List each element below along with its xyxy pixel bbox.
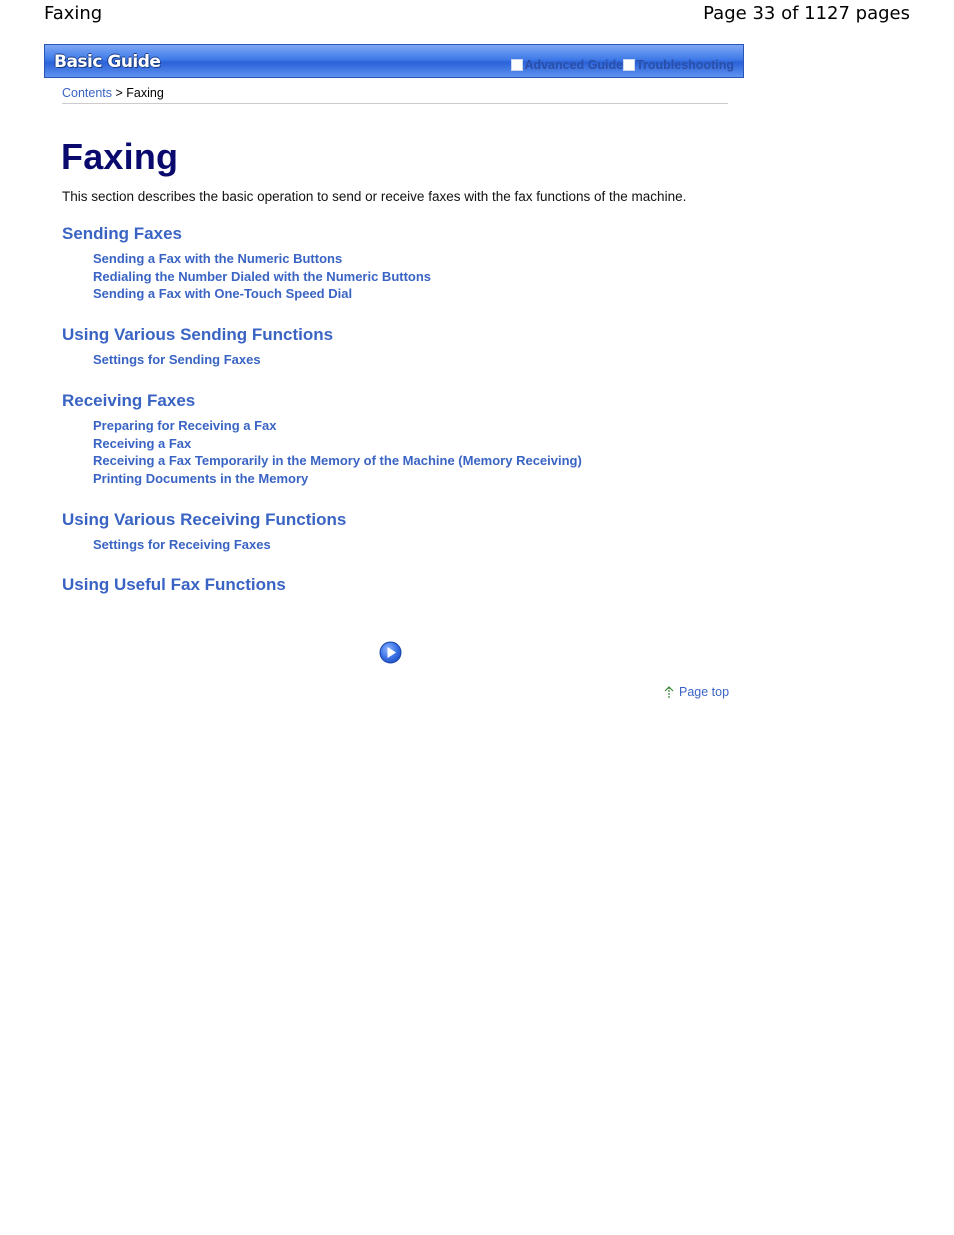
troubleshooting-icon xyxy=(623,59,635,71)
section-heading[interactable]: Receiving Faxes xyxy=(62,390,196,410)
section-heading[interactable]: Sending Faxes xyxy=(62,224,182,243)
print-header-title: Faxing xyxy=(44,2,103,24)
breadcrumb xyxy=(62,86,728,104)
page-top-link[interactable]: Page top xyxy=(679,685,730,699)
topic-link[interactable]: Receiving a Fax Temporarily in the Memory of the Machine (Memory Receiving) xyxy=(93,453,582,469)
guide-links xyxy=(511,58,734,72)
basic-guide-logo: Basic Guide xyxy=(54,52,161,72)
section-link-list xyxy=(93,351,762,369)
topic-link[interactable]: Settings for Sending Faxes xyxy=(93,352,261,368)
topic-link[interactable]: Preparing for Receiving a Fax xyxy=(93,417,277,433)
troubleshooting-label: Troubleshooting xyxy=(636,58,734,72)
section-heading[interactable]: Using Various Sending Functions xyxy=(62,325,334,345)
section-3 xyxy=(62,510,762,554)
list-item xyxy=(93,417,762,435)
next-arrow-icon[interactable] xyxy=(379,641,402,664)
topic-link[interactable]: Redialing the Number Dialed with the Numeric Buttons xyxy=(93,268,432,284)
breadcrumb-contents-link[interactable]: Contents xyxy=(62,86,113,100)
section-heading[interactable]: Using Various Receiving Functions xyxy=(62,509,347,529)
list-item xyxy=(93,351,762,369)
print-header-page-info: Page 33 of 1127 pages xyxy=(703,2,910,24)
troubleshooting-link[interactable] xyxy=(623,58,734,72)
guide-banner xyxy=(44,44,744,78)
list-item xyxy=(93,268,762,286)
breadcrumb-current: Faxing xyxy=(126,86,164,100)
topic-link[interactable]: Settings for Receiving Faxes xyxy=(93,536,271,552)
print-header xyxy=(44,0,910,26)
list-item xyxy=(93,250,762,268)
list-item xyxy=(93,536,762,554)
section-list xyxy=(62,224,762,595)
section-2 xyxy=(62,391,762,488)
list-item xyxy=(93,452,762,470)
advanced-guide-link[interactable] xyxy=(511,58,623,72)
list-item xyxy=(93,435,762,453)
advanced-guide-icon xyxy=(511,59,523,71)
topic-link[interactable]: Receiving a Fax xyxy=(93,435,192,451)
page-top-link-wrap xyxy=(663,685,729,699)
breadcrumb-separator: > xyxy=(112,86,127,100)
section-link-list xyxy=(93,536,762,554)
section-link-list xyxy=(93,417,762,488)
topic-link[interactable]: Printing Documents in the Memory xyxy=(93,470,309,486)
section-1 xyxy=(62,325,762,369)
topic-link[interactable]: Sending a Fax with the Numeric Buttons xyxy=(93,251,343,266)
intro-text: This section describes the basic operation to send or receive faxes with the fax functions of the machine. xyxy=(62,189,687,204)
topic-link[interactable]: Sending a Fax with One-Touch Speed Dial xyxy=(93,286,353,302)
section-4 xyxy=(62,575,762,595)
advanced-guide-label: Advanced Guide xyxy=(524,58,624,72)
section-link-list xyxy=(93,250,762,303)
up-arrow-icon xyxy=(663,685,675,699)
list-item xyxy=(93,285,762,303)
list-item xyxy=(93,470,762,488)
section-heading[interactable]: Using Useful Fax Functions xyxy=(62,575,286,595)
section-0 xyxy=(62,224,762,303)
page-title: Faxing xyxy=(61,136,179,177)
